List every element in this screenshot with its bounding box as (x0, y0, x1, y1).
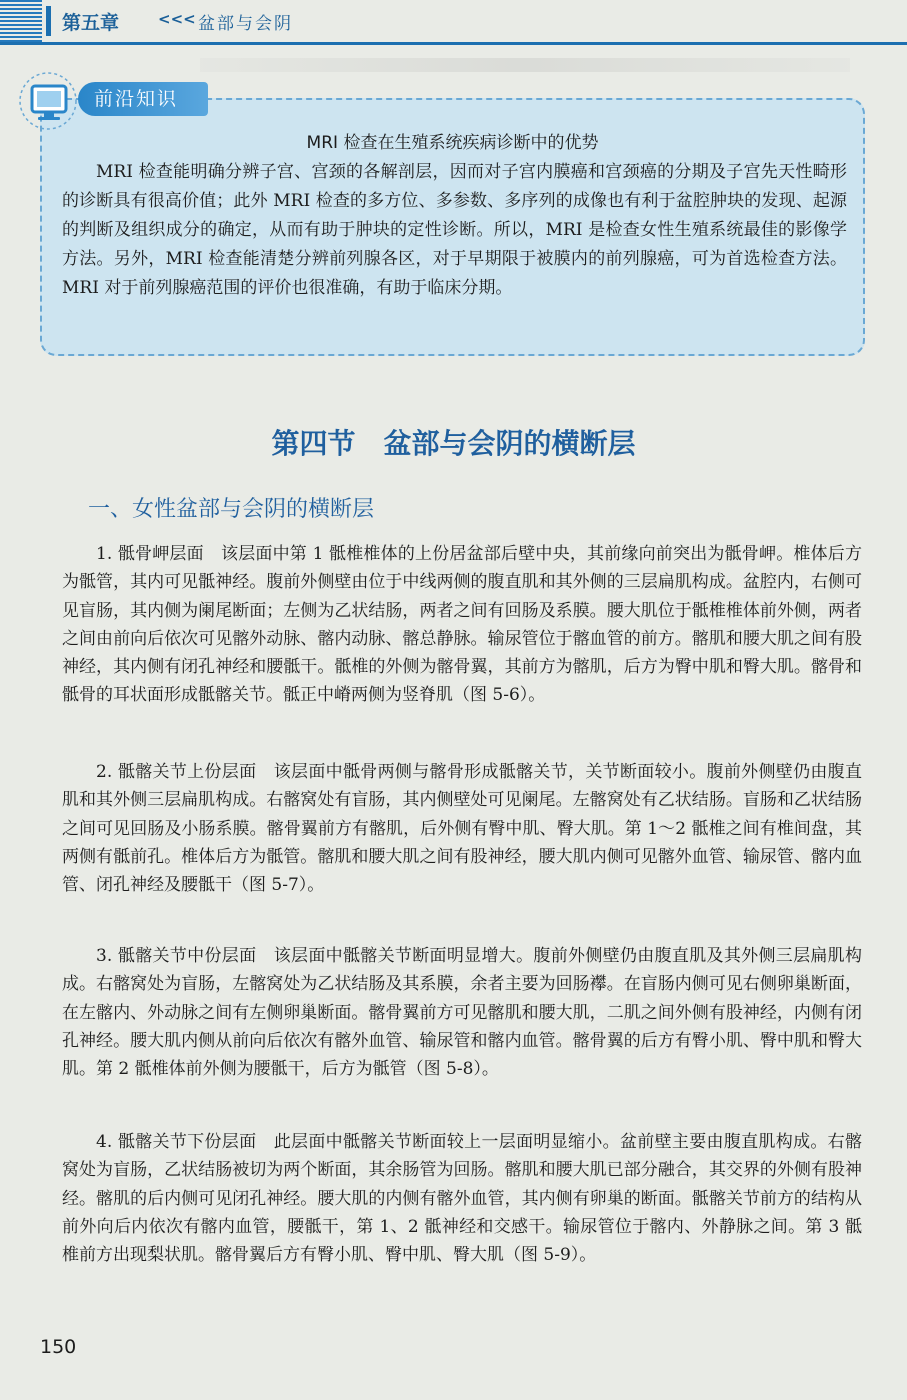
page-number: 150 (40, 1336, 77, 1358)
header-stripe-decoration (0, 0, 42, 42)
paragraph: 4. 骶髂关节下份层面 此层面中骶髂关节断面较上一层面明显缩小。盆前壁主要由腹直肌构成。右髂窝处为盲肠，乙状结肠被切为两个断面，其余肠管为回肠。髂肌和腰大肌已部分融合，其交界的外侧有股神经。髂肌的后内侧可见闭孔神经。腰大肌的内侧有髂外血管，其内侧有卵巢的断面。骶髂关节前方的结构从前外向后内依次有髂内血管，腰骶干，第 1、2 骶神经和交感干。输尿管位于髂内、外静脉之间。第 3 骶椎前方出现梨状肌。髂骨翼后方有臀小肌、臀中肌、臀大肌（图 5-9）。 (62, 1132, 862, 1266)
header-divider-bar (46, 6, 51, 36)
header-arrows: <<< (158, 10, 196, 28)
bleed-through-text (200, 58, 850, 72)
frontier-knowledge-label: 前沿知识 (78, 82, 208, 116)
subsection-title: 一、女性盆部与会阴的横断层 (88, 497, 375, 522)
page-header (0, 0, 907, 45)
header-section-name: 盆部与会阴 (198, 14, 293, 34)
header-chapter: 第五章 (62, 12, 120, 34)
frontier-box-body: MRI 检查能明确分辨子宫、宫颈的各解剖层，因而对子宫内膜癌和宫颈癌的分期及子宫先天性畸形的诊断具有很高价值；此外 MRI 检查的多方位、多参数、多序列的成像也有利于盆腔肿块的发现、起源的判断及组织成分的确定，从而有助于肿块的定性诊断。所以，MRI 是检查女性生殖系统最佳的影像学方法。另外，MRI 检查能清楚分辨前列腺各区，对于早期限于被膜内的前列腺癌，可为首选检查方法。MRI 对于前列腺癌范围的评价也很准确，有助于临床分期。 (62, 162, 847, 298)
paragraph: 1. 骶骨岬层面 该层面中第 1 骶椎椎体的上份居盆部后壁中央，其前缘向前突出为骶骨岬。椎体后方为骶管，其内可见骶神经。腹前外侧壁由位于中线两侧的腹直肌和其外侧的三层扁肌构成。盆腔内，右侧可见盲肠，其内侧为阑尾断面；左侧为乙状结肠，两者之间有回肠及系膜。腰大肌位于骶椎椎体前外侧，两者之间由前向后依次可见髂外动脉、髂内动脉、髂总静脉。输尿管位于髂血管的前方。髂肌和腰大肌之间有股神经，其内侧有闭孔神经和腰骶干。骶椎的外侧为髂骨翼，其前方为髂肌，后方为臀中肌和臀大肌。髂骨和骶骨的耳状面形成骶髂关节。骶正中嵴两侧为竖脊肌（图 5-6）。 (62, 544, 862, 706)
section-title: 第四节 盆部与会阴的横断层 (271, 427, 636, 460)
paragraph: 2. 骶髂关节上份层面 该层面中骶骨两侧与髂骨形成骶髂关节，关节断面较小。腹前外侧壁仍由腹直肌和其外侧三层扁肌构成。右髂窝处有盲肠，其内侧壁处可见阑尾。左髂窝处有乙状结肠。盲肠和乙状结肠之间可见回肠及小肠系膜。髂骨翼前方有髂肌，后外侧有臀中肌、臀大肌。第 1～2 骶椎之间有椎间盘，其两侧有骶前孔。椎体后方为骶管。髂肌和腰大肌之间有股神经，腰大肌内侧可见髂外血管、输尿管、髂内血管、闭孔神经及腰骶干（图 5-7）。 (62, 762, 862, 896)
paragraph: 3. 骶髂关节中份层面 该层面中骶髂关节断面明显增大。腹前外侧壁仍由腹直肌及其外侧三层扁肌构成。右髂窝处为盲肠，左髂窝处为乙状结肠及其系膜，余者主要为回肠襻。在盲肠内侧可见右侧卵巢断面，在左髂内、外动脉之间有左侧卵巢断面。髂骨翼前方可见髂肌和腰大肌，二肌之间外侧有股神经，内侧有闭孔神经。腰大肌内侧从前向后依次有髂外血管、输尿管和髂内血管。髂骨翼的后方有臀小肌、臀中肌和臀大肌。第 2 骶椎体前外侧为腰骶干，后方为骶管（图 5-8）。 (62, 946, 862, 1080)
frontier-box-title: MRI 检查在生殖系统疾病诊断中的优势 (306, 133, 599, 153)
